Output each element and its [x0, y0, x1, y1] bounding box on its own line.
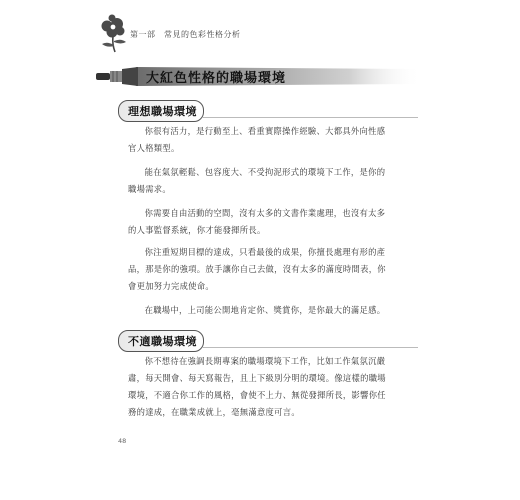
running-title: 第一部 常見的色彩性格分析 [130, 30, 241, 39]
section-heading-ideal [118, 100, 418, 122]
paragraph: 你很有活力，是行動至上、看重實際操作經驗、大都具外向性感官人格類型。 [128, 126, 386, 153]
paragraph: 能在氣氛輕鬆、包容度大、不受拘泥形式的環境下工作，是你的職場需求。 [128, 167, 386, 194]
paragraph: 你注重短期目標的達成，只看最後的成果，你擅長處理有形的產品，那是你的強項。放手讓你自己去做，沒有太多的滿度時間表，你會更加努力完成使命。 [128, 247, 386, 291]
page-number: 48 [118, 437, 127, 445]
running-head [98, 14, 358, 54]
banner-title: 大紅色性格的職場環境 [146, 71, 287, 86]
paragraph: 你需要自由活動的空間，沒有太多的文書作業處理，也沒有太多的人事監督系統，你才能發揮所長。 [128, 208, 386, 235]
paragraph: 你不想待在強調長期專案的職場環境下工作，比如工作氣氛沉嚴肅，每天開會、每天寫報告，且上下級別分明的環境。像這樣的職場環境，不適合你工作的風格，會使不上力、無從發揮所長，影響你任務的達成，在職業成就上，毫無滿意度可言。 [128, 356, 386, 417]
section-title: 不適職場環境 [128, 335, 197, 348]
section-rule [202, 117, 418, 118]
section-heading-unsuitable [118, 330, 418, 352]
paragraph: 在職場中，上司能公開地肯定你、獎賞你，是你最大的滿足感。 [144, 305, 386, 315]
chapter-banner [96, 64, 426, 88]
section-rule [202, 347, 418, 348]
flower-icon [98, 14, 134, 54]
section-title: 理想職場環境 [128, 105, 197, 118]
